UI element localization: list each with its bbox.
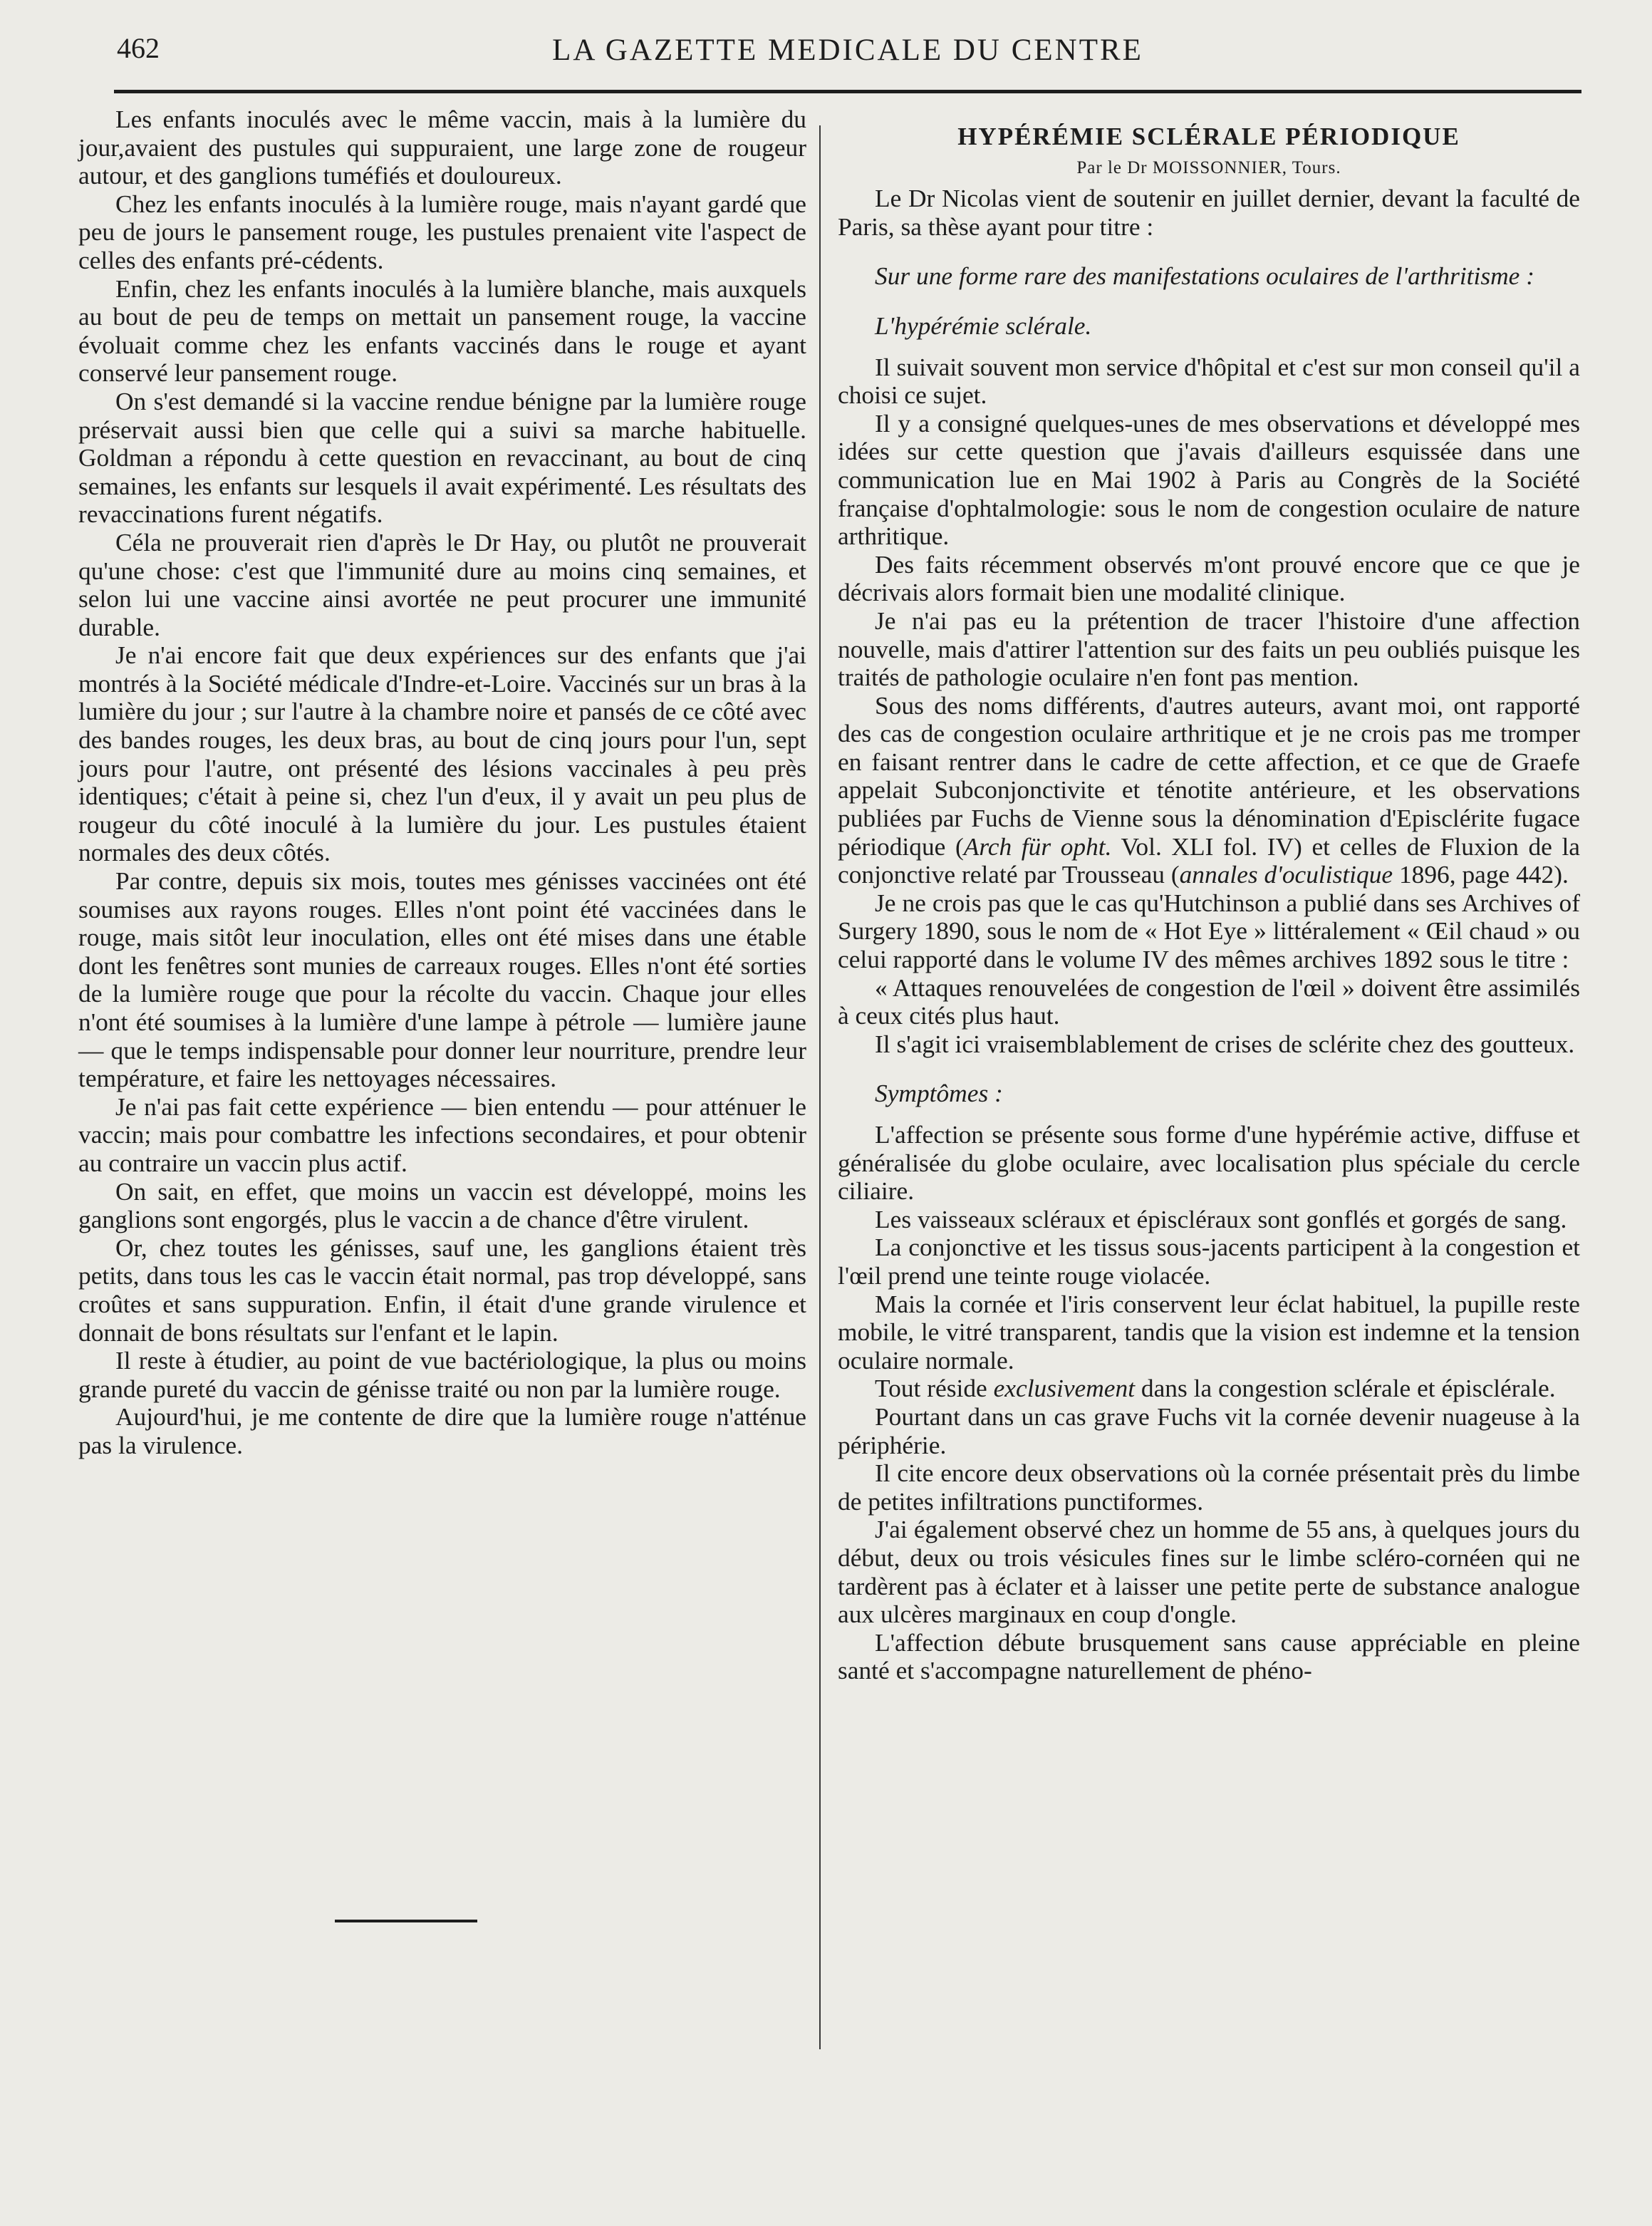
paragraph: Par contre, depuis six mois, toutes mes génisses vaccinées ont été soumises aux rayons rouges. Elles n'ont point été vaccinées dans le rouge, mais sitôt leur inoculation, elles ont été mises dans une étable dont les fenêtres sont munies de carreaux rouges. Elles n'ont été sorties de la lumière rouge que pour la récolte du vaccin. Chaque jour elles n'ont été soumises à la lumière d'une lampe à pétrole — lumière jaune — que le temps indispensable pour donner leur nourriture, prendre leur température, et faire les nettoyages nécessaires.	[78, 866, 806, 1093]
thesis-subtitle: L'hypérémie sclérale.	[875, 311, 1092, 340]
paragraph: Je ne crois pas que le cas qu'Hutchinson a publié dans ses Archives of Surgery 1890, sous le nom de « Hot Eye » littéralement « Œil chaud » ou celui rapporté dans le volume IV des mêmes archives 1892 sous le titre :	[838, 888, 1580, 974]
paragraph: Pourtant dans un cas grave Fuchs vit la cornée devenir nuageuse à la périphérie.	[838, 1402, 1580, 1459]
paragraph: Je n'ai pas fait cette expérience — bien entendu — pour atténuer le vaccin; mais pour combattre les infections secondaires, et pour obtenir au contraire un vaccin plus actif.	[78, 1092, 806, 1177]
paragraph: On s'est demandé si la vaccine rendue bénigne par la lumière rouge préservait aussi bien que celle qui a suivi sa marche habituelle. Goldman a répondu à cette question en revaccinant, au bout de cinq semaines, les enfants sur lesquels il avait expérimenté. Les résultats des revaccinations furent négatifs.	[78, 386, 806, 529]
article-byline: Par le Dr MOISSONNIER, Tours.	[1076, 157, 1341, 177]
text-run: Tout réside	[875, 1374, 994, 1403]
page-number: 462	[117, 32, 160, 64]
section-heading-symptoms: Symptômes :	[875, 1079, 1003, 1108]
column-divider	[819, 125, 821, 2049]
header-rule	[114, 90, 1581, 93]
paragraph: Or, chez toutes les génisses, sauf une, les ganglions étaient très petits, dans tous les cas le vaccin était normal, pas trop développé, sans croûtes et sans suppuration. Enfin, il était d'une grande virulence et donnait de bons résultats sur l'enfant et le lapin.	[78, 1233, 806, 1347]
text-run: 1896, page 442).	[1393, 860, 1569, 889]
text-run: dans la congestion sclérale et épisclérale.	[1135, 1374, 1556, 1403]
article-end-rule	[335, 1920, 477, 1922]
emphasis: exclusivement	[993, 1374, 1136, 1403]
paragraph: Il y a consigné quelques-unes de mes observations et développé mes idées sur cette question que j'avais d'ailleurs esquissée dans une communication lue en Mai 1902 à Paris au Congrès de la Société française d'ophtalmologie: sous le nom de congestion oculaire de nature arthritique.	[838, 408, 1580, 551]
article-title: HYPÉRÉMIE SCLÉRALE PÉRIODIQUE	[957, 123, 1460, 150]
paragraph-exclusive	[838, 1375, 1580, 1403]
paragraph: L'affection se présente sous forme d'une hypérémie active, diffuse et généralisée du globe oculaire, avec localisation plus spéciale du cercle ciliaire.	[838, 1120, 1580, 1206]
paragraph: Il suivait souvent mon service d'hôpital et c'est sur mon conseil qu'il a choisi ce sujet.	[838, 352, 1580, 410]
paragraph: Je n'ai pas eu la prétention de tracer l'histoire d'une affection nouvelle, mais d'attirer l'attention sur des faits un peu oubliés puisque les traités de pathologie oculaire n'en font pas mention.	[838, 606, 1580, 692]
paragraph: Aujourd'hui, je me contente de dire que la lumière rouge n'atténue pas la virulence.	[78, 1402, 806, 1459]
paragraph: Il reste à étudier, au point de vue bactériologique, la plus ou moins grande pureté du vaccin de génisse traité ou non par la lumière rouge.	[78, 1346, 806, 1403]
paragraph: Mais la cornée et l'iris conservent leur éclat habituel, la pupille reste mobile, le vitré transparent, tandis que la vision est indemne et la tension oculaire normale.	[838, 1289, 1580, 1375]
paragraph: J'ai également observé chez un homme de 55 ans, à quelques jours du début, deux ou trois vésicules fines sur le limbe scléro-cornéen qui ne tardèrent pas à éclater et à laisser une petite perte de substance analogue aux ulcères marginaux en coup d'ongle.	[838, 1515, 1580, 1629]
paragraph: Les enfants inoculés avec le même vaccin, mais à la lumière du jour,avaient des pustules qui suppuraient, une large zone de rougeur autour, et des ganglions tuméfiés et douloureux.	[78, 105, 806, 190]
paragraph: Il s'agit ici vraisemblablement de crises de sclérite chez des goutteux.	[875, 1029, 1575, 1058]
paragraph: L'affection débute brusquement sans cause appréciable en pleine santé et s'accompagne naturellement de phéno-	[838, 1627, 1580, 1685]
text-run: Vol. XLI fol. IV) et celles de Fluxion de la conjonctive relaté par Trousseau (	[838, 832, 1580, 889]
text-run: Sous des noms différents, d'autres auteurs, avant moi, ont rapporté des cas de congestion oculaire arthritique et je ne crois pas me tromper en faisant rentrer dans le cadre de cette affection, et ce que de Graefe appelait Subconjonctivite et ténotite antérieure, et les observations publiées par Fuchs de Vienne sous la dénomination d'Episclérite fugace périodique (	[838, 690, 1580, 861]
paragraph: Enfin, chez les enfants inoculés à la lumière blanche, mais auxquels au bout de peu de temps on mettait un pansement rouge, la vaccine évoluait comme chez les enfants vaccinés dans le rouge et ayant conservé leur pansement rouge.	[78, 274, 806, 388]
paragraph: Chez les enfants inoculés à la lumière rouge, mais n'ayant gardé que peu de jours le pansement rouge, les pustules prenaient vite l'aspect de celles des enfants pré-cédents.	[78, 189, 806, 274]
paragraph: Je n'ai encore fait que deux expériences sur des enfants que j'ai montrés à la Société médicale d'Indre-et-Loire. Vaccinés sur un bras à la lumière du jour ; sur l'autre à la chambre noire et pansés de ce côté avec des bandes rouges, les deux bras, au bout de cinq jours pour l'un, sept jours pour l'autre, ont présenté des lésions vaccinales à peu près identiques; c'était à peine si, chez l'un d'eux, il y avait un peu plus de rougeur du côté inoculé à la lumière du jour. Les pustules étaient normales des deux côtés.	[78, 641, 806, 867]
reference-annales: annales d'oculistique	[1179, 860, 1393, 889]
paragraph-fuchs	[838, 692, 1580, 889]
page-header	[114, 31, 1581, 81]
paragraph: La conjonctive et les tissus sous-jacents participent à la congestion et l'œil prend une teinte rouge violacée.	[838, 1233, 1580, 1290]
paragraph: Le Dr Nicolas vient de soutenir en juillet dernier, devant la faculté de Paris, sa thèse ayant pour titre :	[838, 184, 1580, 241]
thesis-title: Sur une forme rare des manifestations oculaires de l'arthritisme :	[875, 262, 1535, 291]
paragraph: Céla ne prouverait rien d'après le Dr Hay, ou plutôt ne prouverait qu'une chose: c'est que l'immunité dure au moins cinq semaines, et selon lui une vaccine ainsi avortée ne peut procurer une immunité durable.	[78, 527, 806, 641]
paragraph: « Attaques renouvelées de congestion de l'œil » doivent être assimilés à ceux cités plus haut.	[838, 973, 1580, 1030]
left-column	[78, 105, 806, 1460]
journal-title: LA GAZETTE MEDICALE DU CENTRE	[552, 33, 1143, 67]
paragraph: Il cite encore deux observations où la cornée présentait près du limbe de petites infiltrations punctiformes.	[838, 1459, 1580, 1516]
paragraph: On sait, en effet, que moins un vaccin est développé, moins les ganglions sont engorgés, plus le vaccin a de chance d'être virulent.	[78, 1176, 806, 1234]
paragraph: Des faits récemment observés m'ont prouvé encore que ce que je décrivais alors formait bien une modalité clinique.	[838, 549, 1580, 607]
paragraph: Les vaisseaux scléraux et épiscléraux sont gonflés et gorgés de sang.	[875, 1204, 1567, 1233]
reference-arch: Arch für opht.	[963, 832, 1112, 861]
right-column	[838, 123, 1580, 1685]
